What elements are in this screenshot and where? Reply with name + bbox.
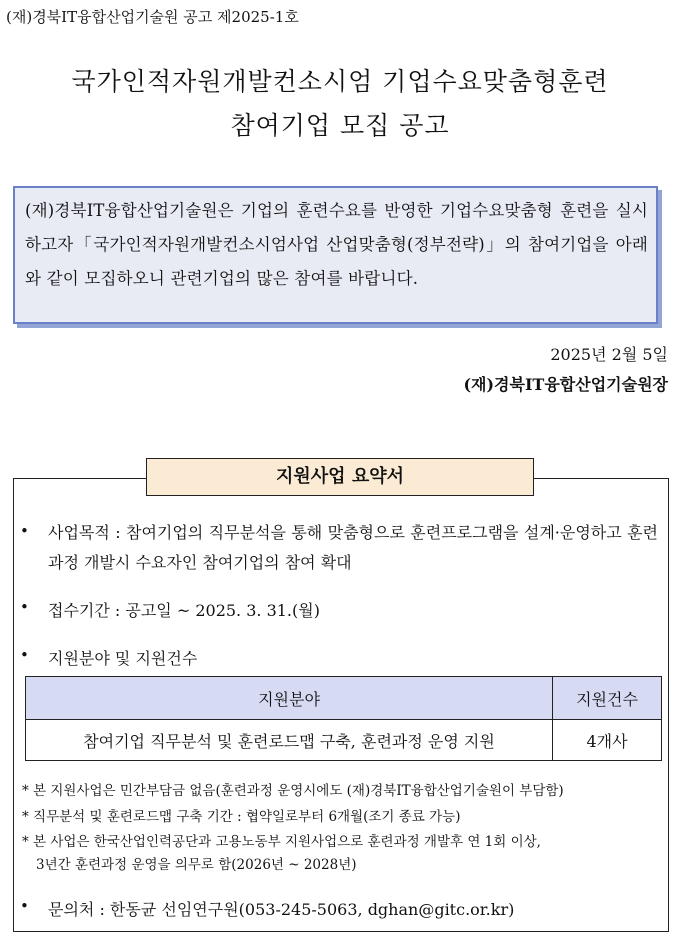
header-field: 지원분야 — [26, 677, 553, 720]
intro-paragraph: (재)경북IT융합산업기술원은 기업의 훈련수요를 반영한 기업수요맞춤형 훈련을 실시하고자「국가인적자원개발컨소시엄사업 산업맞춤형(정부전략)」의 참여기업을 아래와 같이 모집하오니 관련기업의 많은 참여를 바랍니다. — [13, 186, 658, 324]
cell-field: 참여기업 직무분석 및 훈련로드맵 구축, 훈련과정 운영 지원 — [26, 720, 553, 761]
note-2: * 직무분석 및 훈련로드맵 구축 기간 : 협약일로부터 6개월(조기 종료 가능) — [22, 809, 461, 825]
field-heading-text: 지원분야 및 지원건수 — [48, 649, 198, 668]
bullet-icon: • — [20, 646, 29, 664]
announcement-date: 2025년 2월 5일 — [550, 345, 668, 364]
table-row — [26, 720, 662, 761]
page-title-line2: 참여기업 모집 공고 — [230, 111, 450, 140]
note-3: * 본 사업은 한국산업인력공단과 고용노동부 지원사업으로 훈련과정 개발후 연 1회 이상, — [22, 834, 541, 850]
table-header-row — [26, 677, 662, 720]
header-count: 지원건수 — [553, 677, 662, 720]
cell-count: 4개사 — [553, 720, 662, 761]
notice-number: (재)경북IT융합산업기술원 공고 제2025-1호 — [6, 8, 299, 26]
period-text: 접수기간 : 공고일 ~ 2025. 3. 31.(월) — [48, 601, 320, 620]
note-1: * 본 지원사업은 민간부담금 없음(훈련과정 운영시에도 (재)경북IT융합산업기술원이 부담함) — [22, 783, 564, 799]
purpose-text: 사업목적 : 참여기업의 직무분석을 통해 맞춤형으로 훈련프로그램을 설계·운영하고 훈련과정 개발시 수요자인 참여기업의 참여 확대 — [48, 523, 658, 572]
bullet-icon: • — [20, 598, 29, 616]
bullet-icon: • — [20, 522, 29, 540]
support-table — [25, 676, 662, 761]
issuer-name: (재)경북IT융합산업기술원장 — [463, 375, 668, 394]
page-title-line1: 국가인적자원개발컨소시엄 기업수요맞춤형훈련 — [71, 67, 609, 96]
summary-heading: 지원사업 요약서 — [146, 458, 534, 496]
note-3-continued: 3년간 훈련과정 운영을 의무로 함(2026년 ~ 2028년) — [36, 857, 357, 873]
bullet-icon: • — [20, 897, 29, 915]
contact-text: 문의처 : 한동균 선임연구원(053-245-5063, dghan@gitc.or.kr) — [48, 900, 515, 919]
